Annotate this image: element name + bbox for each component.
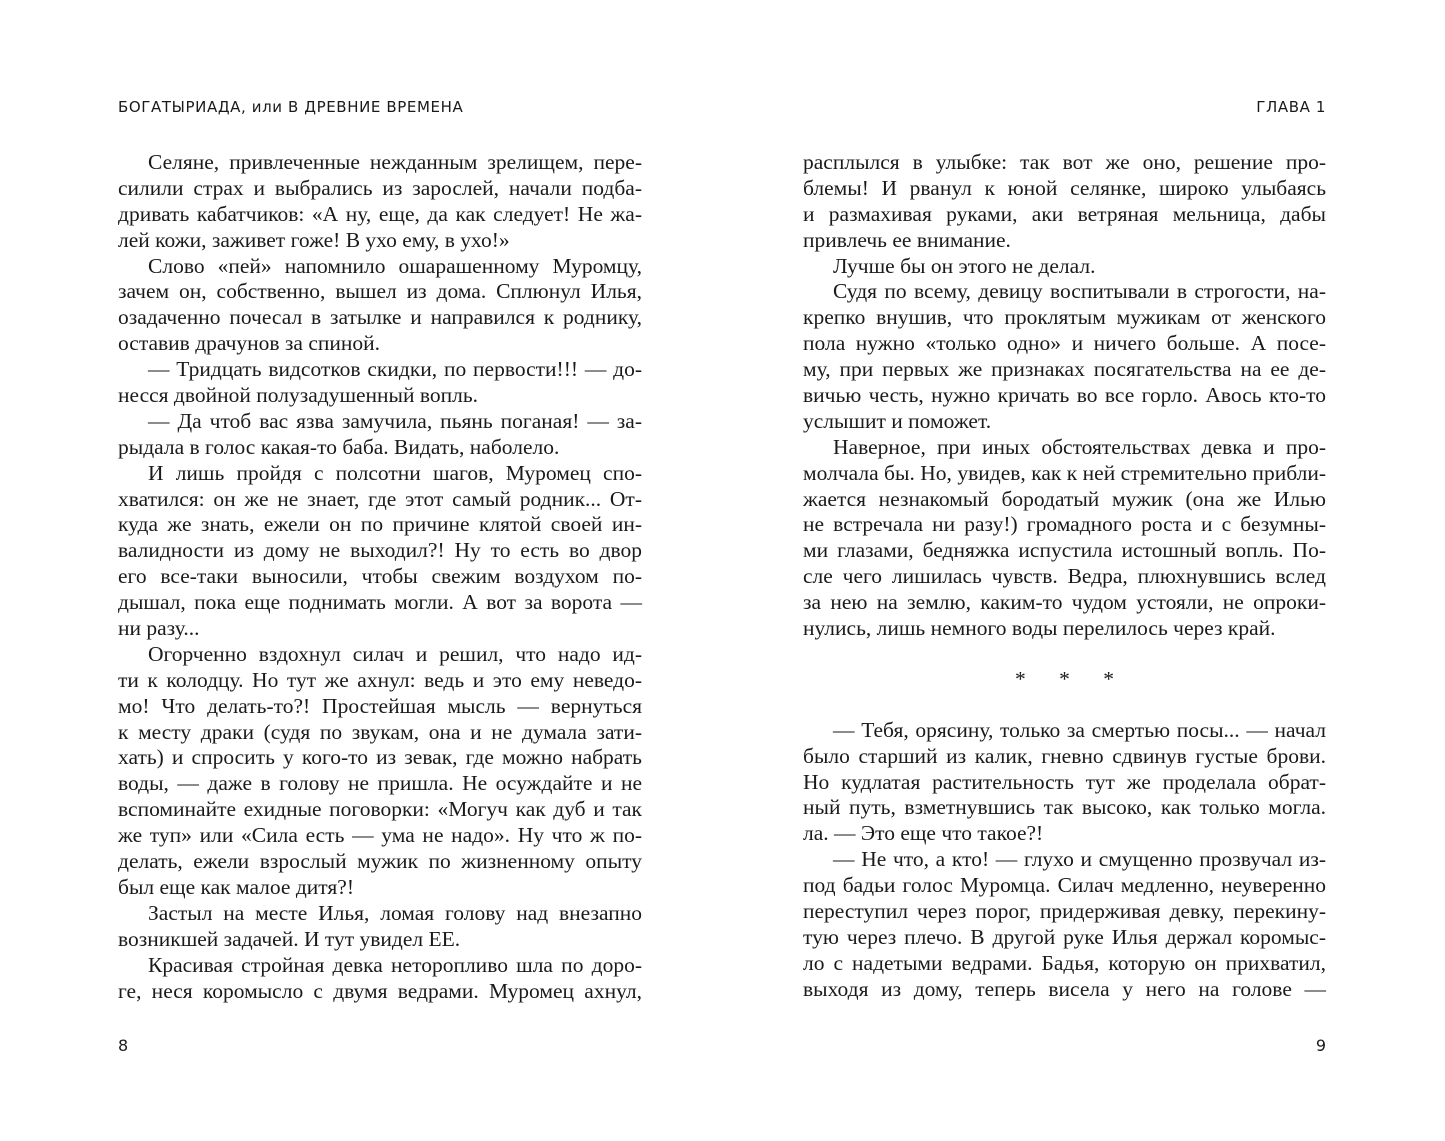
section-separator: * * * [1015,666,1128,691]
text-line: вспоминайте ехидные поговорки: «Могуч как дуб и так [118,797,642,822]
text-line: куда же знать, ежели он по причине клятой своей ин- [118,512,642,537]
text-line: его все-таки выносили, чтобы свежим воздухом по- [118,564,642,589]
text-line: мо! Что делать-то?! Простейшая мысль — вернуться [118,693,642,718]
text-line: хватился: он же не знает, где этот самый родник... От- [118,486,642,511]
text-line: пола нужно «только одно» и ничего больше. А посе- [803,331,1326,356]
text-line: привлечь ее внимание. [803,227,1011,252]
text-line: нулись, лишь немного воды перелилось через край. [803,616,1276,641]
text-line: дривать кабатчиков: «А ну, еще, да как следует! Не жа- [118,201,642,226]
text-line: озадаченно почесал в затылке и направился к роднику, [118,305,642,330]
text-after-separator [803,718,1326,1003]
right-page [803,0,1326,1141]
text-line: блемы! И рванул к юной селянке, широко улыбаясь [803,175,1326,200]
right-page-body-text [803,150,1326,1003]
text-line: Лучше бы он этого не делал. [833,253,1096,278]
left-page-body-text [118,150,642,1004]
text-line: дышал, пока еще поднимать могли. А вот за ворота — [118,590,642,615]
text-line: молчала бы. Но, увидев, как к ней стремительно прибли- [803,460,1326,485]
text-line: Но кудлатая растительность тут же проделала обрат- [803,769,1326,794]
text-line: му, при первых же признаках посягательства на ее де- [803,357,1326,382]
text-line: ми глазами, бедняжка испустила истошный вопль. По- [803,538,1326,563]
text-line: был еще как малое дитя?! [118,874,354,899]
text-line: ни разу... [118,616,200,641]
text-line: Наверное, при иных обстоятельствах девка и про- [833,434,1326,459]
left-page [118,0,642,1141]
text-line: Красивая стройная девка неторопливо шла по доро- [148,952,642,977]
text-line: же туп» или «Сила есть — ума не надо». Ну что ж по- [118,823,642,848]
text-line: под бадьи голос Муромца. Силач медленно, неуверенно [803,873,1326,898]
text-line: Селяне, привлеченные нежданным зрелищем, пере- [148,150,642,174]
running-head-chapter: ГЛАВА 1 [1256,98,1326,116]
text-line: ге, неся коромысло с двумя ведрами. Муромец ахнул, [118,978,642,1003]
text-line: ла. — Это еще что такое?! [803,821,1044,846]
text-line: тую через плечо. В другой руке Илья держал коромыс- [803,924,1326,949]
text-line: — Тридцать видсотков скидки, по первости!!! — до- [148,357,642,382]
text-line: делать, ежели взрослый мужик по жизненному опыту [118,849,642,874]
text-line: ти к колодцу. Но тут же ахнул: ведь и это ему неведо- [118,667,642,692]
text-line: ный путь, взметнувшись так высоко, как только могла. [803,795,1326,820]
text-line: Застыл на месте Илья, ломая голову над внезапно [148,900,642,925]
text-line: несся двойной полузадушенный вопль. [118,383,479,408]
text-line: — Да чтоб вас язва замучила, пьянь поганая! — за- [148,408,642,433]
text-line: ло с надетыми ведрами. Бадья, которую он прихватил, [803,950,1326,975]
text-line: Судя по всему, девицу воспитывали в строгости, на- [833,279,1326,304]
text-line: воды, — даже в голову не пришла. Не осуждайте и не [118,771,642,796]
text-line: услышит и поможет. [803,408,992,433]
text-line: за нею на землю, каким-то чудом устояли, не опроки- [803,590,1326,615]
text-line: жается незнакомый бородатый мужик (она же Илью [803,486,1326,511]
text-line: Слово «пей» напомнило ошарашенному Муромцу, [148,253,642,278]
text-line: крепко внушив, что проклятым мужикам от женского [803,305,1326,330]
text-line: рыдала в голос какая-то баба. Видать, наболело. [118,434,560,459]
running-head-book-title: БОГАТЫРИАДА, или В ДРЕВНИЕ ВРЕМЕНА [118,98,464,116]
text-line: расплылся в улыбке: так вот же оно, решение про- [803,150,1326,174]
page-number-left: 8 [118,1036,129,1055]
text-line: И лишь пройдя с полсотни шагов, Муромец спо- [148,460,642,485]
text-line: оставив драчунов за спиной. [118,331,381,356]
text-line: вичью честь, нужно кричать во все горло. Авось кто-то [803,383,1326,408]
text-line: было старший из калик, гневно сдвинув густые брови. [803,743,1326,768]
text-line: Огорченно вздохнул силач и решил, что надо ид- [148,641,642,666]
text-line: — Тебя, орясину, только за смертью посы... — начал [833,717,1326,742]
page-number-right: 9 [1315,1036,1326,1055]
text-line: переступил через порог, придерживая девку, перекину- [803,899,1326,924]
text-line: и размахивая руками, аки ветряная мельница, дабы [803,201,1326,226]
text-line: не встречала ни разу!) громадного роста и с безумны- [803,512,1326,537]
text-before-separator [803,150,1326,642]
text-line: хать) и спросить у кого-то из зевак, где можно набрать [118,745,642,770]
text-line: силили страх и выбрались из зарослей, начали подба- [118,175,642,200]
text-line: зачем он, собственно, вышел из дома. Сплюнул Илья, [118,279,642,304]
text-line: к месту драки (судя по звукам, она и не думала зати- [118,719,642,744]
text-line: выходя из дому, теперь висела у него на голове — [803,976,1326,1001]
text-line: валидности из дому не выходил?! Ну то есть во двор [118,538,642,563]
text-line: лей кожи, заживет гоже! В ухо ему, в ухо!» [118,227,510,252]
text-line: — Не что, а кто! — глухо и смущенно прозвучал из- [833,847,1326,872]
text-line: возникшей задачей. И тут увидел ЕЕ. [118,926,461,951]
text-line: сле чего лишилась чувств. Ведра, плюхнувшись вслед [803,564,1326,589]
